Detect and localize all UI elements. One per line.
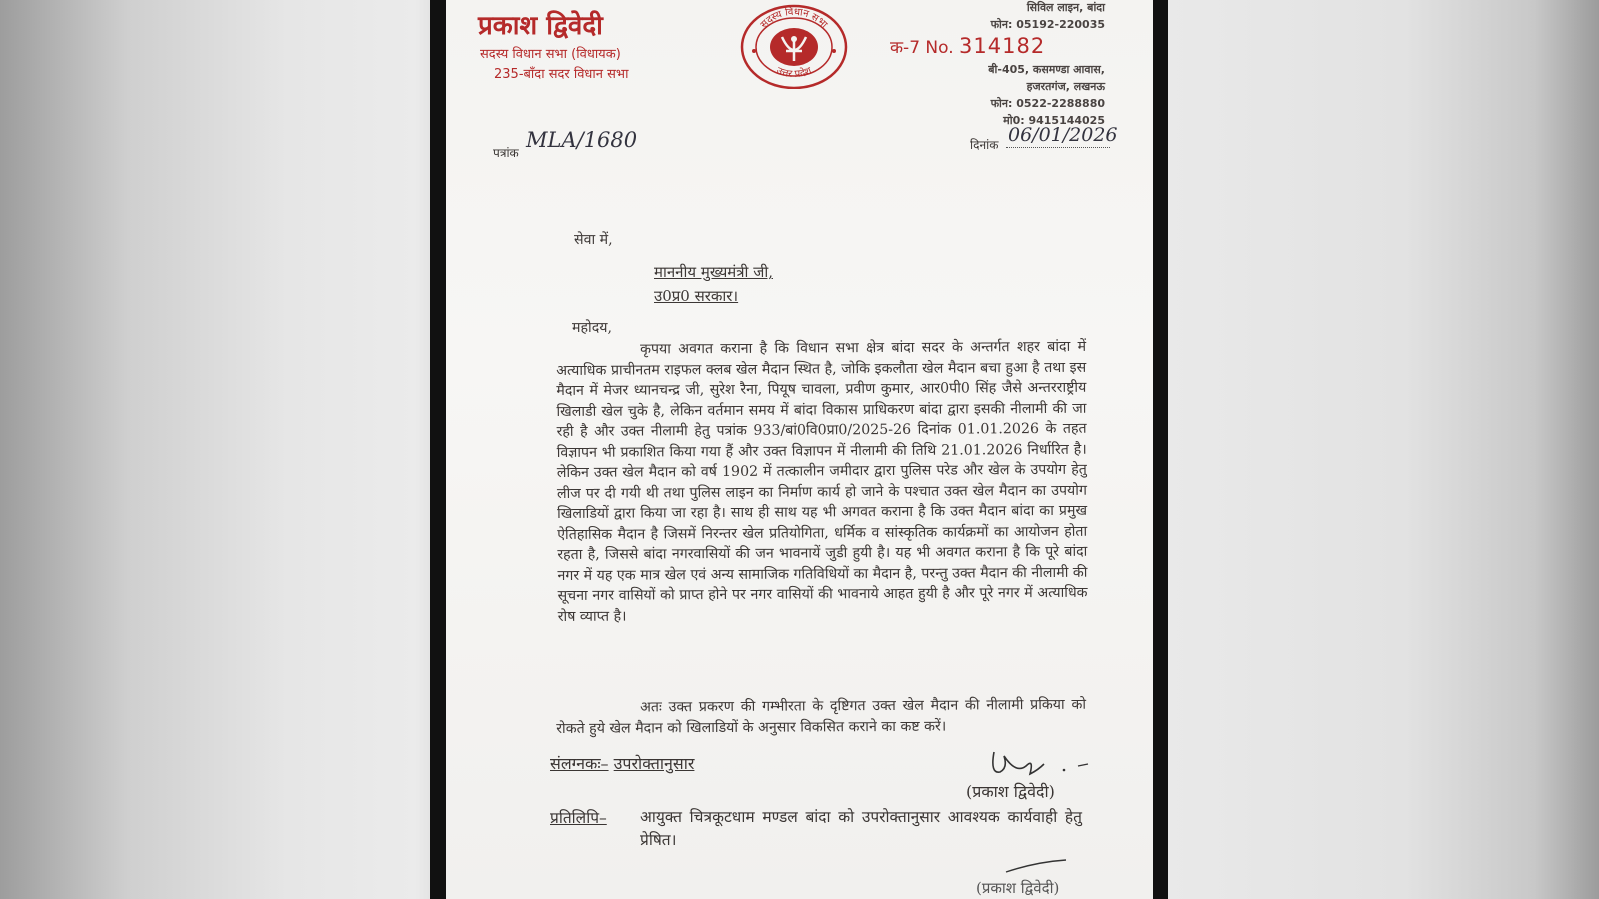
bottom-signatory-partial: (प्रकाश द्विवेदी) bbox=[976, 879, 1060, 897]
address-mobile: मो0: 9415144025 bbox=[1003, 114, 1105, 127]
patrank-label: पत्रांक bbox=[493, 146, 519, 160]
seal-text-bottom: उत्तर प्रदेश bbox=[774, 65, 814, 81]
assembly-seal-emblem bbox=[740, 3, 848, 89]
dinank-label: दिनांक bbox=[970, 138, 999, 152]
address-phone-lucknow: फोन: 0522-2288880 bbox=[990, 97, 1105, 110]
handwritten-signature bbox=[986, 744, 1096, 784]
patrank-value: MLA/1680 bbox=[526, 128, 638, 152]
annexure-value: उपरोक्तानुसार bbox=[613, 754, 695, 773]
copy-label: प्रतिलिपि– bbox=[550, 809, 607, 827]
address-phone-banda: फोन: 05192-220035 bbox=[990, 18, 1105, 31]
recipient-line-1: माननीय मुख्यमंत्री जी, bbox=[654, 263, 773, 281]
address-line-lucknow-2: हजरतगंज, लखनऊ bbox=[1026, 80, 1105, 93]
serial-number-block bbox=[890, 34, 1045, 58]
annexure-label: संलग्नकः– bbox=[550, 754, 609, 773]
letterhead-constituency: 235-बाँदा सदर विधान सभा bbox=[494, 67, 629, 82]
body-paragraph-2: अतः उक्त प्रकरण की गम्भीरता के दृष्टिगत उक्त खेल मैदान की नीलामी प्रकिया को रोकते हुये खेल मैदान को खिलाडियों के अनुसार विकसित कराने का कष्ट करें। bbox=[556, 696, 1087, 737]
serial-number: 314182 bbox=[959, 34, 1046, 58]
background-right bbox=[1168, 0, 1599, 899]
recipient-line-2: उ0प्र0 सरकार। bbox=[654, 287, 739, 305]
body-paragraph-1: कृपया अवगत कराना है कि विधान सभा क्षेत्र बांदा सदर के अन्तर्गत शहर बांदा में अत्याधिक प्राचीनतम राइफल क्लब खेल मैदान स्थित है, जोकि इकलौता खेल मैदान बचा हुआ है तथा इस मैदान में मेजर ध्यानचन्द्र जी, सुरेश रैना, पियूष चावला, प्रवीण कुमार, आर0पी0 सिंह जैसे अन्तरराष्ट्रीय खिलाडी खेल चुके है, लेकिन वर्तमान समय में बांदा विकास प्राधिकरण बांदा द्वारा इसकी नीलामी की जा रही है और उक्त नीलामी हेतु पत्रांक 933/बां0वि0प्रा0/2025-26 दिनांक 01.01.2026 के तहत विज्ञापन भी प्रकाशित किया गया हैं और उक्त विज्ञापन में नीलामी की तिथि 21.01.2026 निर्धारित है। लेकिन उक्त खेल मैदान को वर्ष 1902 में तत्कालीन जमीदार द्वारा पुलिस परेड और खेल के उपयोग हेतु लीज पर दी गयी थी तथा पुलिस लाइन का निर्माण कार्य हो जाने के पश्चात उक्त खेल मैदान का उपयोग खिलाडियों द्वारा किया जा रहा है। साथ ही साथ यह भी अगवत कराना है कि उक्त मैदान बांदा का प्रमुख ऐतिहासिक मैदान है जिसमें निरन्तर खेल प्रतियोगिता, धर्मिक व सांस्कृतिक कार्यक्रमों का आयोजन होता रहता है, जिससे बांदा नगरवासियों की जन भावनायें जुडी हुयी है। यह भी अवगत कराना है कि पूरे बांदा नगर में यह एक मात्र खेल एवं अन्य सामाजिक गतिविधियों का मैदान है, परन्तु उक्त मैदान की नीलामी की सूचना नगर वासियों को प्राप्त होने पर नगर वासियों की भावनाये आहत हुयी है और पूरे नगर में अत्याधिक रोष व्याप्त है। bbox=[556, 338, 1088, 625]
serial-label: क-7 No. bbox=[890, 38, 954, 58]
letterhead-name: प्रकाश द्विवेदी bbox=[478, 11, 603, 41]
dinank-value: 06/01/2026 bbox=[1008, 124, 1118, 146]
address-line-civil-lines: सिविल लाइन, बांदा bbox=[1026, 1, 1105, 14]
greeting: महोदय, bbox=[572, 320, 612, 336]
letterhead-designation: सदस्य विधान सभा (विधायक) bbox=[480, 47, 621, 62]
dinank-dotted-line bbox=[1006, 147, 1110, 148]
letter-page bbox=[446, 0, 1153, 899]
address-line-lucknow-1: बी-405, कसमण्डा आवास, bbox=[988, 63, 1105, 76]
signatory-name: (प्रकाश द्विवेदी) bbox=[966, 782, 1055, 801]
annexure-line bbox=[550, 752, 694, 774]
seal-text-top: सदस्य विधान सभा bbox=[758, 6, 830, 31]
copy-text: आयुक्त चित्रकूटधाम मण्डल बांदा को उपरोक्तानुसार आवश्यक कार्यवाही हेतु प्रेषित। bbox=[640, 808, 1082, 849]
copy-label-wrap bbox=[550, 806, 607, 828]
salutation-to: सेवा में, bbox=[574, 232, 613, 248]
